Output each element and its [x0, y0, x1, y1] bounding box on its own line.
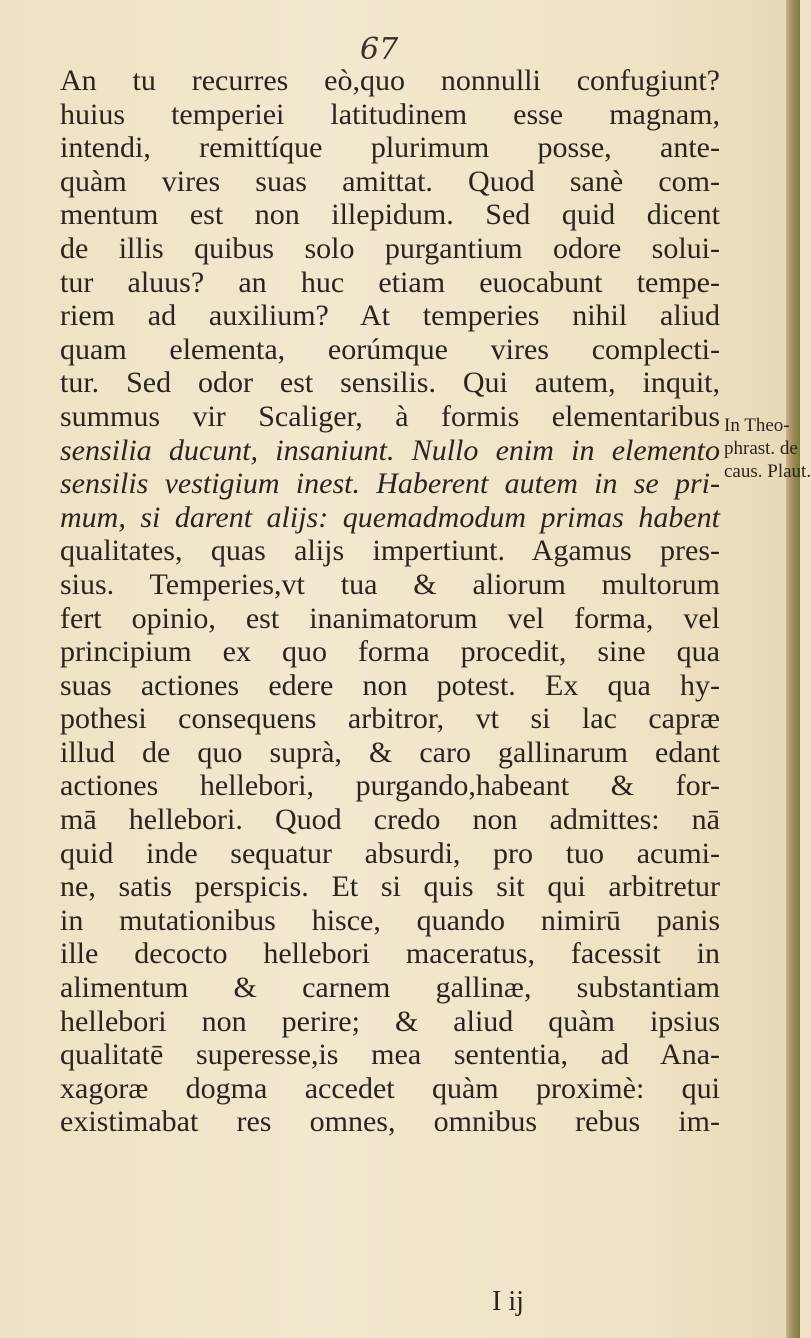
text-line: suas actiones edere non potest. Ex qua hy- — [60, 668, 720, 702]
quoted-line: mum, si darent alijs: quemadmodum primas habent — [60, 500, 720, 534]
text-line: alimentum & carnem gallinæ, substantiam — [60, 971, 720, 1005]
text-line: tur. Sed odor est sensilis. Qui autem, inquit, — [60, 366, 720, 400]
text-line: quid inde sequatur absurdi, pro tuo acumi- — [60, 836, 720, 870]
marginal-note — [724, 414, 811, 483]
text-line: ne, satis perspicis. Et si quis sit qui arbitretur — [60, 870, 720, 904]
quoted-line: sensilis vestigium inest. Haberent autem in se pri- — [60, 467, 720, 501]
text-line: quam elementa, eorúmque vires complecti- — [60, 332, 720, 366]
text-line: riem ad auxilium? At temperies nihil aliud — [60, 299, 720, 333]
text-line: tur aluus? an huc etiam euocabunt tempe- — [60, 265, 720, 299]
text-line: fert opinio, est inanimatorum vel forma, vel — [60, 601, 720, 635]
text-line: mentum est non illepidum. Sed quid dicent — [60, 198, 720, 232]
text-line: de illis quibus solo purgantium odore solui- — [60, 231, 720, 265]
text-line: summus vir Scaliger, à formis elementaribus — [60, 399, 720, 433]
text-line: hellebori non perire; & aliud quàm ipsius — [60, 1004, 720, 1038]
quoted-line: sensilia ducunt, insaniunt. Nullo enim in elemento — [60, 433, 720, 467]
main-text-block — [60, 64, 720, 1139]
text-line: qualitates, quas alijs impertiunt. Agamus pres- — [60, 534, 720, 568]
text-line: ille decocto hellebori maceratus, facessit in — [60, 937, 720, 971]
page-number: 67 — [360, 32, 399, 67]
marginal-note-line: phrast. de — [724, 438, 798, 459]
text-line: illud de quo suprà, & caro gallinarum edant — [60, 735, 720, 769]
text-line: existimabat res omnes, omnibus rebus im- — [60, 1105, 720, 1139]
marginal-note-line: In Theo- — [724, 415, 790, 436]
marginal-note-line: caus. Plaut. — [724, 461, 811, 482]
text-line: quàm vires suas amittat. Quod sanè com- — [60, 164, 720, 198]
text-line: huius temperiei latitudinem esse magnam, — [60, 97, 720, 131]
text-line: intendi, remittíque plurimum posse, ante- — [60, 131, 720, 165]
text-line: in mutationibus hisce, quando nimirū panis — [60, 903, 720, 937]
page-edge — [786, 0, 800, 1338]
text-line: principium ex quo forma procedit, sine qua — [60, 635, 720, 669]
text-line: An tu recurres eò,quo nonnulli confugiunt? — [60, 64, 720, 97]
text-line: actiones hellebori, purgando,habeant & for- — [60, 769, 720, 803]
text-line: xagoræ dogma accedet quàm proximè: qui — [60, 1071, 720, 1105]
signature-mark: I ij — [492, 1286, 524, 1317]
text-line: sius. Temperies,vt tua & aliorum multorum — [60, 567, 720, 601]
text-line: pothesi consequens arbitror, vt si lac capræ — [60, 702, 720, 736]
text-line: qualitatē superesse,is mea sententia, ad Ana- — [60, 1038, 720, 1072]
text-line: mā hellebori. Quod credo non admittes: nā — [60, 803, 720, 837]
